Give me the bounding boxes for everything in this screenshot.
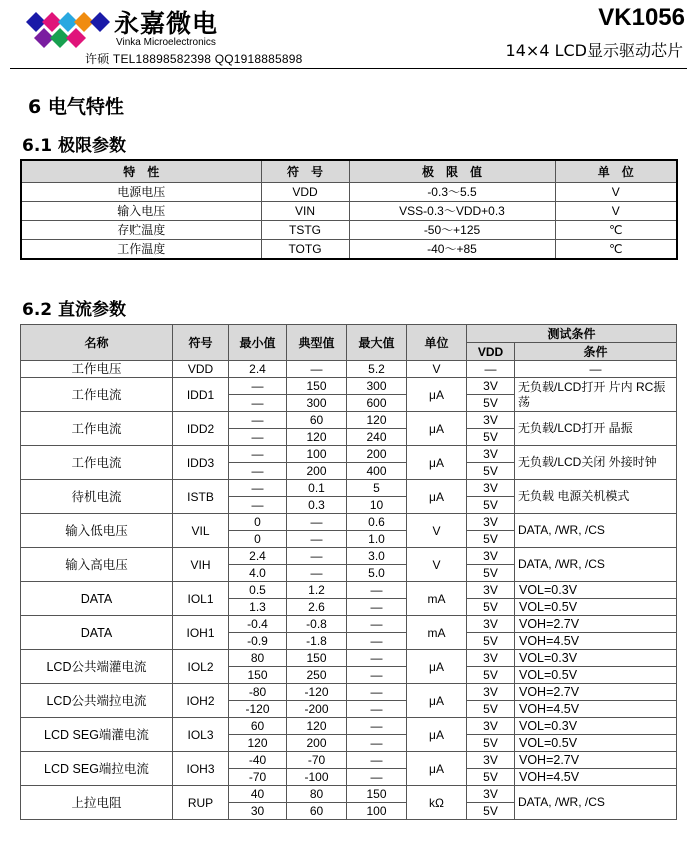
dc-row: [21, 548, 677, 565]
dc-cell-cond: VOL=0.5V: [515, 599, 677, 616]
dc-cell-symbol: IOL2: [173, 650, 229, 684]
dc-header-vdd: VDD: [467, 343, 515, 361]
logo-diamond-8: [90, 12, 110, 32]
limits-header-name: 特 性: [21, 160, 261, 183]
limits-cell-symbol: VDD: [261, 183, 349, 202]
limits-cell-unit: V: [555, 202, 677, 221]
dc-cell-typ: 2.6: [287, 599, 347, 616]
dc-cell-symbol: VIL: [173, 514, 229, 548]
dc-cell-cond: VOL=0.3V: [515, 650, 677, 667]
dc-cell-cond: —: [515, 361, 677, 378]
dc-cell-symbol: IOL1: [173, 582, 229, 616]
dc-cell-vdd: 3V: [467, 582, 515, 599]
dc-cell-min: —: [229, 378, 287, 395]
dc-cell-name: DATA: [21, 616, 173, 650]
section-title: 6 电气特性: [28, 96, 124, 118]
dc-cell-vdd: 3V: [467, 616, 515, 633]
dc-cell-max: —: [347, 599, 407, 616]
dc-cell-min: 4.0: [229, 565, 287, 582]
dc-cell-symbol: RUP: [173, 786, 229, 820]
dc-cell-typ: 150: [287, 650, 347, 667]
dc-row: [21, 718, 677, 735]
limits-table: [20, 159, 678, 260]
limits-row: [21, 202, 677, 221]
dc-cell-unit: V: [407, 548, 467, 582]
dc-cell-min: —: [229, 463, 287, 480]
dc-cell-min: -70: [229, 769, 287, 786]
contact-info: 许硕 TEL18898582398 QQ1918885898: [85, 52, 303, 66]
dc-cell-name: LCD公共端灌电流: [21, 650, 173, 684]
dc-cell-typ: 200: [287, 463, 347, 480]
limits-cell-unit: ℃: [555, 240, 677, 260]
dc-cell-cond: VOL=0.3V: [515, 718, 677, 735]
dc-header-max: 最大值: [347, 325, 407, 361]
dc-cell-cond: VOL=0.5V: [515, 735, 677, 752]
dc-cell-name: 工作电流: [21, 446, 173, 480]
dc-cell-typ: 80: [287, 786, 347, 803]
dc-cell-unit: μA: [407, 684, 467, 718]
dc-cell-vdd: 3V: [467, 684, 515, 701]
doc-subtitle: 14×4 LCD显示驱动芯片: [505, 41, 683, 60]
dc-cell-unit: mA: [407, 616, 467, 650]
dc-row: [21, 650, 677, 667]
dc-cell-min: 2.4: [229, 548, 287, 565]
dc-cell-symbol: IOH1: [173, 616, 229, 650]
limits-body: [21, 183, 677, 260]
dc-cell-typ: -100: [287, 769, 347, 786]
dc-cell-min: -0.4: [229, 616, 287, 633]
dc-cell-typ: 0.1: [287, 480, 347, 497]
dc-cell-max: —: [347, 684, 407, 701]
dc-cell-max: —: [347, 633, 407, 650]
dc-cell-typ: 300: [287, 395, 347, 412]
dc-cell-name: 工作电流: [21, 378, 173, 412]
limits-cell-name: 输入电压: [21, 202, 261, 221]
dc-cell-vdd: 3V: [467, 412, 515, 429]
dc-cell-unit: V: [407, 514, 467, 548]
dc-cell-symbol: VDD: [173, 361, 229, 378]
dc-cell-symbol: VIH: [173, 548, 229, 582]
dc-cell-max: —: [347, 667, 407, 684]
dc-row: [21, 786, 677, 803]
limits-header-symbol: 符 号: [261, 160, 349, 183]
doc-id: VK1056: [598, 4, 685, 31]
dc-cell-typ: -120: [287, 684, 347, 701]
dc-cell-max: —: [347, 650, 407, 667]
dc-row: [21, 684, 677, 701]
limits-cell-unit: ℃: [555, 221, 677, 240]
dc-cell-name: LCD SEG端灌电流: [21, 718, 173, 752]
dc-cell-cond: VOH=2.7V: [515, 616, 677, 633]
dc-row: [21, 361, 677, 378]
limits-row: [21, 240, 677, 260]
dc-header-unit: 单位: [407, 325, 467, 361]
dc-cell-min: 150: [229, 667, 287, 684]
dc-cell-cond: VOH=2.7V: [515, 752, 677, 769]
dc-cell-typ: —: [287, 531, 347, 548]
dc-cell-symbol: IDD2: [173, 412, 229, 446]
dc-cell-vdd: 3V: [467, 718, 515, 735]
dc-cell-min: 60: [229, 718, 287, 735]
dc-cell-symbol: ISTB: [173, 480, 229, 514]
dc-cell-unit: μA: [407, 650, 467, 684]
dc-cell-unit: μA: [407, 480, 467, 514]
dc-cell-max: 0.6: [347, 514, 407, 531]
dc-cell-name: 待机电流: [21, 480, 173, 514]
dc-cell-vdd: 3V: [467, 650, 515, 667]
brand-name-en: Vinka Microelectronics: [116, 37, 216, 48]
dc-header-cond: 条件: [515, 343, 677, 361]
dc-header-typ: 典型值: [287, 325, 347, 361]
limits-cell-symbol: TSTG: [261, 221, 349, 240]
dc-row: [21, 514, 677, 531]
dc-cell-vdd: 5V: [467, 633, 515, 650]
dc-cell-max: —: [347, 718, 407, 735]
dc-cell-cond: 无负载/LCD打开 片内 RC振荡: [515, 378, 677, 412]
dc-cell-typ: —: [287, 514, 347, 531]
dc-cell-typ: 200: [287, 735, 347, 752]
limits-cell-name: 存贮温度: [21, 221, 261, 240]
dc-cell-typ: -1.8: [287, 633, 347, 650]
dc-cell-min: —: [229, 446, 287, 463]
dc-cell-vdd: 3V: [467, 786, 515, 803]
dc-cell-unit: kΩ: [407, 786, 467, 820]
dc-cell-min: —: [229, 497, 287, 514]
dc-cell-typ: 150: [287, 378, 347, 395]
dc-cell-cond: DATA, /WR, /CS: [515, 548, 677, 582]
dc-cell-vdd: 3V: [467, 752, 515, 769]
dc-cell-max: 300: [347, 378, 407, 395]
dc-cell-min: 2.4: [229, 361, 287, 378]
dc-cell-max: 5.0: [347, 565, 407, 582]
dc-cell-min: 0: [229, 531, 287, 548]
dc-cell-cond: VOH=4.5V: [515, 769, 677, 786]
dc-row: [21, 412, 677, 429]
dc-cell-min: 30: [229, 803, 287, 820]
dc-cell-unit: μA: [407, 752, 467, 786]
dc-row: [21, 582, 677, 599]
dc-cell-max: 5.2: [347, 361, 407, 378]
dc-cell-min: —: [229, 429, 287, 446]
dc-cell-min: —: [229, 480, 287, 497]
dc-cell-max: —: [347, 616, 407, 633]
limits-cell-value: -40～+85: [349, 240, 555, 260]
dc-cell-typ: 60: [287, 803, 347, 820]
dc-cell-max: —: [347, 752, 407, 769]
dc-cell-typ: —: [287, 565, 347, 582]
dc-header-min: 最小值: [229, 325, 287, 361]
dc-cell-cond: VOH=4.5V: [515, 633, 677, 650]
dc-row: [21, 480, 677, 497]
dc-cell-typ: —: [287, 361, 347, 378]
dc-cell-name: DATA: [21, 582, 173, 616]
dc-cell-name: 工作电压: [21, 361, 173, 378]
dc-cell-vdd: 5V: [467, 429, 515, 446]
dc-cell-vdd: —: [467, 361, 515, 378]
dc-cell-name: 工作电流: [21, 412, 173, 446]
dc-cell-unit: μA: [407, 718, 467, 752]
dc-header-test: 测试条件: [467, 325, 677, 343]
dc-cell-cond: 无负载/LCD打开 晶振: [515, 412, 677, 446]
dc-cell-cond: VOH=2.7V: [515, 684, 677, 701]
dc-cell-vdd: 5V: [467, 735, 515, 752]
limits-cell-value: -0.3～5.5: [349, 183, 555, 202]
dc-cell-symbol: IOH2: [173, 684, 229, 718]
dc-cell-unit: V: [407, 361, 467, 378]
dc-cell-typ: 60: [287, 412, 347, 429]
dc-cell-vdd: 5V: [467, 701, 515, 718]
brand-name-cn: 永嘉微电: [114, 9, 219, 38]
dc-cell-unit: μA: [407, 378, 467, 412]
dc-cell-symbol: IDD3: [173, 446, 229, 480]
limits-cell-value: -50～+125: [349, 221, 555, 240]
dc-body: [21, 361, 677, 820]
dc-cell-typ: -70: [287, 752, 347, 769]
dc-cell-vdd: 5V: [467, 599, 515, 616]
dc-cell-max: 120: [347, 412, 407, 429]
dc-cell-unit: μA: [407, 446, 467, 480]
dc-cell-vdd: 5V: [467, 667, 515, 684]
dc-row: [21, 616, 677, 633]
dc-cell-min: 1.3: [229, 599, 287, 616]
dc-cell-unit: mA: [407, 582, 467, 616]
dc-cell-vdd: 5V: [467, 395, 515, 412]
dc-cell-typ: —: [287, 548, 347, 565]
dc-cell-cond: 无负载/LCD关闭 外接时钟: [515, 446, 677, 480]
dc-cell-cond: VOL=0.3V: [515, 582, 677, 599]
dc-cell-min: 80: [229, 650, 287, 667]
dc-cell-min: -80: [229, 684, 287, 701]
dc-cell-vdd: 5V: [467, 565, 515, 582]
dc-cell-vdd: 5V: [467, 463, 515, 480]
dc-cell-min: —: [229, 412, 287, 429]
dc-cell-name: 输入高电压: [21, 548, 173, 582]
dc-cell-min: 40: [229, 786, 287, 803]
dc-header-symbol: 符号: [173, 325, 229, 361]
dc-cell-min: —: [229, 395, 287, 412]
dc-cell-max: 200: [347, 446, 407, 463]
dc-table: [20, 324, 677, 820]
dc-cell-name: LCD公共端拉电流: [21, 684, 173, 718]
header-divider: [10, 68, 687, 69]
dc-cell-min: -40: [229, 752, 287, 769]
dc-cell-vdd: 3V: [467, 514, 515, 531]
dc-cell-vdd: 5V: [467, 803, 515, 820]
dc-cell-symbol: IOL3: [173, 718, 229, 752]
dc-row: [21, 378, 677, 395]
dc-cell-min: 0: [229, 514, 287, 531]
dc-cell-typ: -200: [287, 701, 347, 718]
dc-row: [21, 446, 677, 463]
dc-cell-max: 100: [347, 803, 407, 820]
dc-cell-vdd: 3V: [467, 548, 515, 565]
dc-cell-symbol: IOH3: [173, 752, 229, 786]
limits-cell-value: VSS-0.3～VDD+0.3: [349, 202, 555, 221]
limits-cell-symbol: TOTG: [261, 240, 349, 260]
dc-cell-cond: DATA, /WR, /CS: [515, 786, 677, 820]
dc-cell-vdd: 5V: [467, 497, 515, 514]
limits-header-unit: 单 位: [555, 160, 677, 183]
dc-cell-unit: μA: [407, 412, 467, 446]
dc-title: 6.2 直流参数: [22, 300, 127, 320]
limits-cell-symbol: VIN: [261, 202, 349, 221]
dc-cell-cond: VOH=4.5V: [515, 701, 677, 718]
dc-cell-vdd: 3V: [467, 480, 515, 497]
limits-title: 6.1 极限参数: [22, 136, 127, 156]
dc-cell-typ: 120: [287, 718, 347, 735]
dc-cell-max: 10: [347, 497, 407, 514]
dc-cell-typ: 0.3: [287, 497, 347, 514]
dc-cell-max: —: [347, 769, 407, 786]
limits-header-row: [21, 160, 677, 183]
dc-cell-max: —: [347, 582, 407, 599]
limits-cell-name: 电源电压: [21, 183, 261, 202]
dc-cell-vdd: 5V: [467, 531, 515, 548]
dc-cell-typ: -0.8: [287, 616, 347, 633]
limits-header-value: 极 限 值: [349, 160, 555, 183]
dc-cell-symbol: IDD1: [173, 378, 229, 412]
dc-cell-max: 1.0: [347, 531, 407, 548]
dc-header-row: [21, 325, 677, 343]
dc-cell-name: 输入低电压: [21, 514, 173, 548]
dc-cell-typ: 120: [287, 429, 347, 446]
dc-cell-cond: VOL=0.5V: [515, 667, 677, 684]
dc-cell-min: -0.9: [229, 633, 287, 650]
dc-cell-max: 150: [347, 786, 407, 803]
dc-header-name: 名称: [21, 325, 173, 361]
dc-cell-typ: 100: [287, 446, 347, 463]
dc-row: [21, 752, 677, 769]
dc-cell-cond: 无负载 电源关机模式: [515, 480, 677, 514]
dc-cell-min: -120: [229, 701, 287, 718]
dc-cell-vdd: 5V: [467, 769, 515, 786]
dc-cell-max: 400: [347, 463, 407, 480]
dc-cell-max: —: [347, 701, 407, 718]
dc-cell-max: 5: [347, 480, 407, 497]
dc-cell-vdd: 3V: [467, 378, 515, 395]
dc-cell-max: 600: [347, 395, 407, 412]
limits-row: [21, 183, 677, 202]
dc-cell-max: 240: [347, 429, 407, 446]
dc-cell-cond: DATA, /WR, /CS: [515, 514, 677, 548]
limits-row: [21, 221, 677, 240]
limits-cell-unit: V: [555, 183, 677, 202]
dc-cell-max: —: [347, 735, 407, 752]
dc-cell-vdd: 3V: [467, 446, 515, 463]
dc-cell-name: 上拉电阻: [21, 786, 173, 820]
vinka-logo: [24, 6, 116, 52]
dc-cell-typ: 250: [287, 667, 347, 684]
dc-cell-min: 0.5: [229, 582, 287, 599]
dc-cell-max: 3.0: [347, 548, 407, 565]
limits-cell-name: 工作温度: [21, 240, 261, 260]
dc-cell-name: LCD SEG端拉电流: [21, 752, 173, 786]
dc-cell-min: 120: [229, 735, 287, 752]
dc-cell-typ: 1.2: [287, 582, 347, 599]
